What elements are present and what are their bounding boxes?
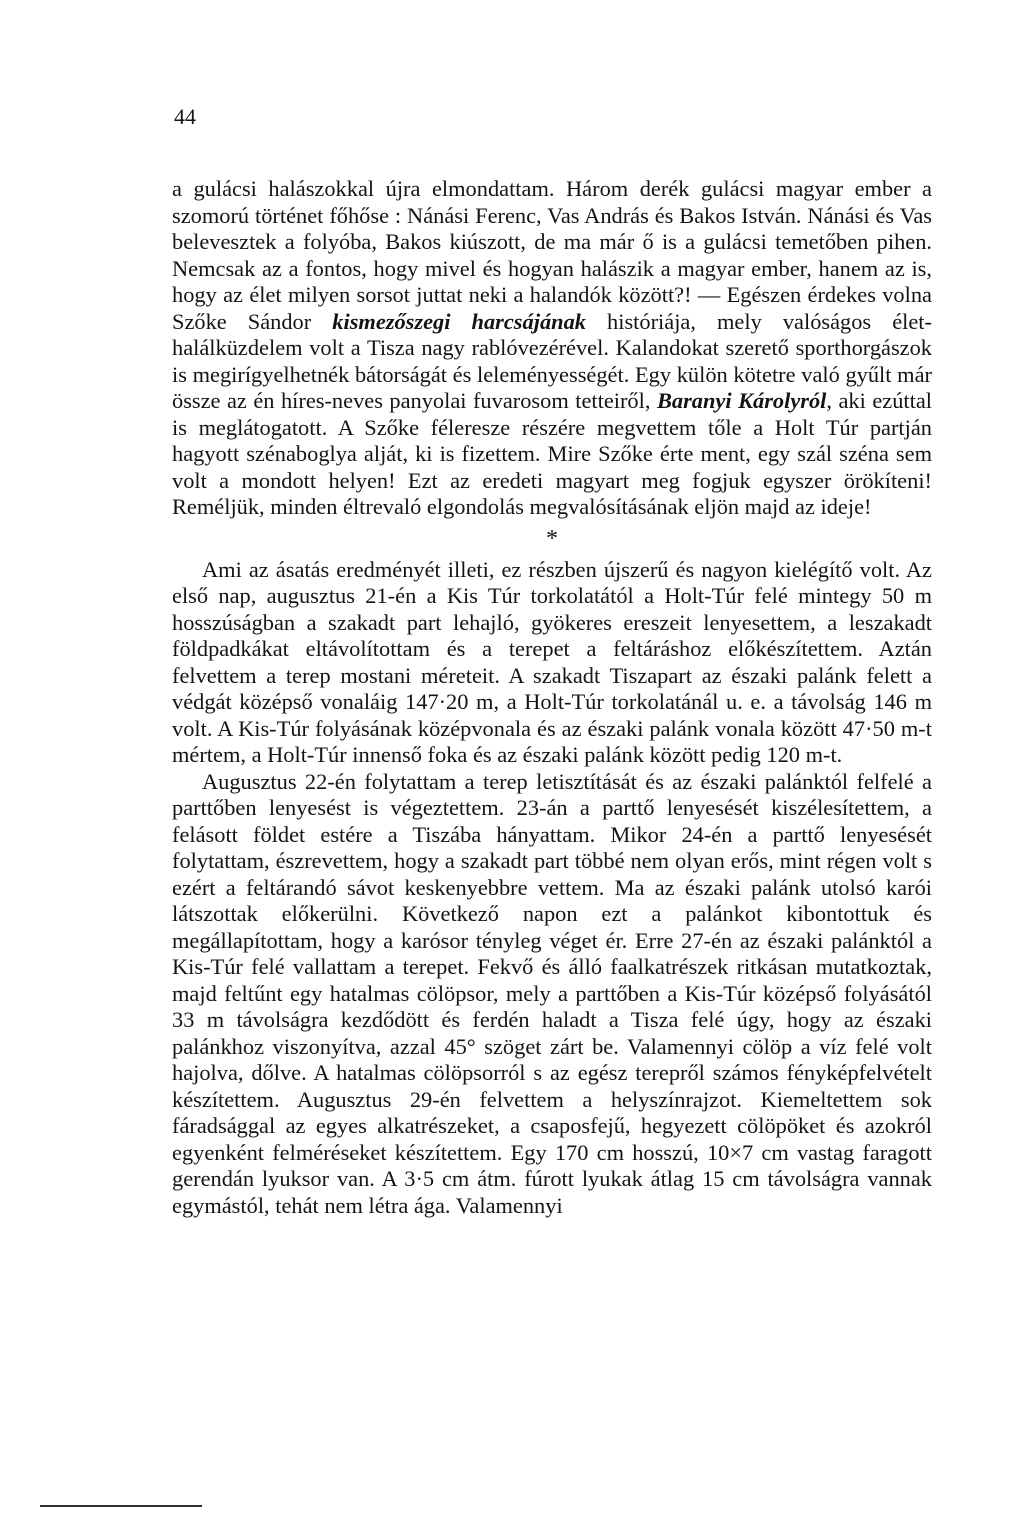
paragraph-2 <box>172 557 932 769</box>
italic-phrase-baranyi: Baranyi Károlyról <box>656 388 827 413</box>
paragraph-2-text: Ami az ásatás eredményét illeti, ez részben újszerű és nagyon kielégítő volt. Az első nap, augusztus 21-én a Kis Túr torkolatától a Holt-Túr felé mintegy 50 m hosszúságban a szakadt part lehajló, gyökeres ereszeit lenyesettem, a leszakadt földpadkákat eltávolítottam és a terepet a feltáráshoz előkészítettem. Aztán felvettem a terep mostani méreteit. A szakadt Tiszapart az északi palánk felett a védgát középső vonaláig 147·20 m, a Holt-Túr torkolatánál u. e. a távolság 146 m volt. A Kis-Túr folyásának középvonala és az északi palánk vonala között 47·50 m-t mértem, a Holt-Túr innenső foka és az északi palánk között pedig 120 m-t. <box>172 556 932 767</box>
body-text <box>172 176 932 1219</box>
paragraph-1 <box>172 176 932 521</box>
footnote-rule <box>40 1505 202 1507</box>
paragraph-3 <box>172 769 932 1220</box>
paragraph-1-text-cont: históriája, mely valóságos élet-halálküzdelem volt a Tisza nagy rablóvezérével. Kalandokat szerető sporthorgászok is megirígyelhetnék bátorságát és leleményességét. Egy külön kötetre való gyűlt már össze az én híres-neves panyolai fuvarosom tetteiről, <box>172 308 932 413</box>
page-number: 44 <box>174 104 196 129</box>
paragraph-1-text: a gulácsi halászokkal újra elmondattam. Három derék gulácsi magyar ember a szomorú történet főhőse : Nánási Ferenc, Vas András és Bakos István. Nánási és Vas belevesztek a folyóba, Bakos kiúszott, de ma már ő is a gulácsi temetőben pihen. Nemcsak az a fontos, hogy mivel és hogyan halászik a magyar ember, hanem az is, hogy az élet milyen sorsot juttat neki a halandók között?! — Egészen érdekes volna Szőke Sándor <box>172 176 932 334</box>
italic-phrase-harcsa: kismezőszegi harcsájának <box>332 308 586 334</box>
section-separator: * <box>546 525 558 552</box>
paragraph-3-text: Augusztus 22-én folytattam a terep letisztítását és az északi palánktól felfelé a parttőben lenyesést is végeztettem. 23-án a parttő lenyesését kiszélesítettem, a felásott földet estére a Tiszába hányattam. Mikor 24-én a parttő lenyesését folytattam, észrevettem, hogy a szakadt part többé nem olyan erős, mint régen volt s ezért a feltárandó sávot keskenyebbre vettem. Ma az északi palánk utolsó karói látszottak előkerülni. Következő napon ezt a palánkot kibontottuk és megállapítottam, hogy a karósor tényleg véget ér. Erre 27-én az északi palánktól a Kis-Túr felé vallattam a terepet. Fekvő és álló faalkatrészek ritkásan mutatkoztak, majd feltűnt egy hatalmas cölöpsor, mely a parttőben a Kis-Túr középső folyásától 33 m távolságra kezdődött és ferdén haladt a Tisza felé úgy, hogy az északi palánkhoz viszonyítva, azzal 45° szöget zárt be. Valamennyi cölöp a víz felé volt hajolva, dőlve. A hatalmas cölöpsorról s az egész terepről számos fényképfelvételt készítettem. Augusztus 29-én felvettem a helyszínrajzot. Kiemeltettem sok fáradsággal az egyes alkatrészeket, a csaposfejű, hegyezett cölöpöket és azokról egyenként felméréseket készítettem. Egy 170 cm hosszú, 10×7 cm vastag faragott gerendán lyuksor van. A 3·5 cm átm. fúrott lyukak átlag 15 cm távolságra vannak egymástól, tehát nem létra ága. Valamennyi <box>172 768 932 1218</box>
paragraph-1-text-end: , aki ezúttal is meglátogatott. A Szőke féleresze részére megvettem tőle a Holt Túr partján hagyott szénaboglya alját, ki is fizettem. Mire Szőke érte ment, egy szál széna sem volt a mondott helyen! Ezt az eredeti magyart meg fogjuk egyszer örökíteni! Reméljük, minden éltrevaló elgondolás megvalósításának eljön majd az ideje! <box>172 388 932 519</box>
